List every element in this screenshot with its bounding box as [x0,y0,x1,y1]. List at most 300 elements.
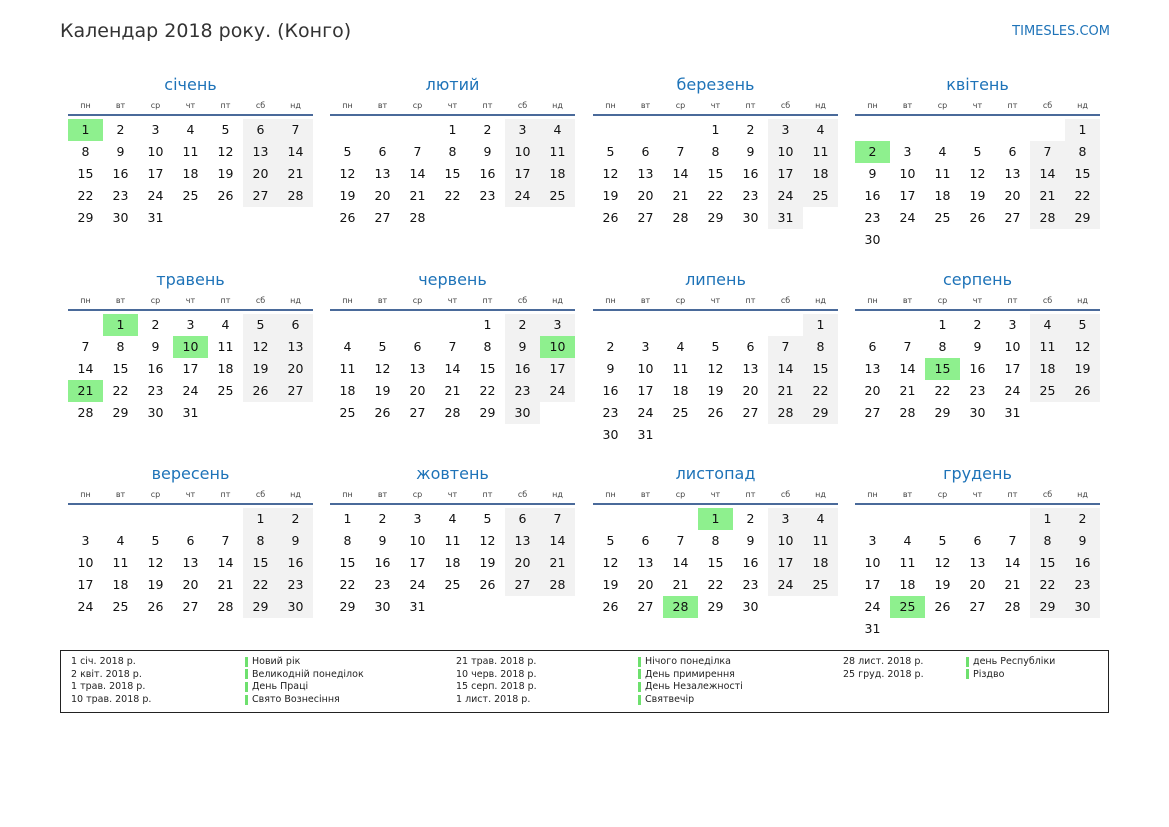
day-cell: 26 [479,577,496,592]
day-cell: 25 [182,188,199,203]
day-cell: 18 [444,555,461,570]
day-cell: 22 [707,188,724,203]
day-cell: 18 [1030,358,1065,380]
day-cell: 15 [803,358,838,380]
day-cell: 13 [742,361,759,376]
day-cell: 20 [1004,188,1021,203]
weekday-label: чт [710,490,721,499]
holiday-marker [966,669,969,679]
day-cell: 26 [934,599,951,614]
day-cell: 3 [641,339,650,354]
day-cell: 22 [444,188,461,203]
weekday-label: чт [185,296,196,305]
legend-dates-column [456,656,537,707]
day-cell: 4 [343,339,352,354]
day-cell: 3 [903,144,912,159]
day-cell: 6 [868,339,877,354]
day-cell: 19 [479,555,496,570]
day-cell: 2 [483,122,492,137]
legend-holiday-name: Великодній понеділок [252,668,364,680]
day-cell: 3 [540,314,575,336]
day-cell: 11 [803,530,838,552]
weekday-label: вт [115,296,126,305]
day-cell: 16 [112,166,129,181]
day-cell: 30 [1065,596,1100,618]
day-cell: 13 [409,361,426,376]
weekday-label: вт [377,296,388,305]
day-cell: 16 [374,555,391,570]
day-cell: 13 [864,361,881,376]
weekday-label: нд [290,101,301,110]
weekday-label: вт [640,101,651,110]
day-cell: 25 [803,185,838,207]
legend-names-column [966,656,1055,681]
day-cell: 9 [1065,530,1100,552]
day-cell: 20 [637,577,654,592]
weekday-label: сб [1042,101,1053,110]
day-cell: 11 [339,361,356,376]
month-title: травень [156,270,225,289]
holiday-marker [966,657,969,667]
holiday-day-cell: 28 [663,596,698,618]
month-title: березень [676,75,755,94]
day-cell: 2 [505,314,540,336]
legend-date: 10 трав. 2018 р. [71,694,152,706]
legend-holiday [638,694,743,707]
day-cell: 8 [81,144,90,159]
day-cell: 1 [448,122,457,137]
legend-holiday-name: Новий рік [252,656,301,667]
day-cell: 21 [768,380,803,402]
day-cell: 5 [711,339,720,354]
day-cell: 6 [641,144,650,159]
weekday-label: пн [867,296,878,305]
day-cell: 14 [217,555,234,570]
day-cell: 13 [374,166,391,181]
day-cell: 19 [602,188,619,203]
weekday-label: пт [745,296,756,305]
calendar-grid [68,0,1108,640]
day-cell: 2 [746,122,755,137]
weekday-header [330,295,575,311]
month-title: серпень [943,270,1012,289]
day-cell: 29 [479,405,496,420]
day-cell: 17 [409,555,426,570]
weekday-header [68,489,313,505]
day-cell: 26 [602,210,619,225]
weekday-header [330,100,575,116]
weekday-label: пн [605,101,616,110]
day-cell: 1 [243,508,278,530]
legend-date: 10 черв. 2018 р. [456,668,537,680]
weekday-label: пн [605,296,616,305]
legend-date: 2 квіт. 2018 р. [71,668,142,680]
day-cell: 24 [182,383,199,398]
day-cell: 23 [742,577,759,592]
day-cell: 17 [147,166,164,181]
day-cell: 12 [243,336,278,358]
day-cell: 3 [1008,317,1017,332]
legend-names-column [245,656,364,707]
day-cell: 13 [243,141,278,163]
day-cell: 5 [378,339,387,354]
day-cell: 6 [186,533,195,548]
day-cell: 9 [606,361,615,376]
day-cell: 9 [151,339,160,354]
legend-holiday-name: День Праці [252,681,309,693]
day-cell: 11 [934,166,951,181]
weekday-label: пн [605,490,616,499]
day-cell: 27 [742,405,759,420]
holiday-day-cell: 10 [540,336,575,358]
day-cell: 11 [112,555,129,570]
day-cell: 4 [221,317,230,332]
holiday-day-cell: 1 [698,508,733,530]
day-cell: 24 [899,210,916,225]
day-cell: 26 [217,188,234,203]
day-cell: 1 [483,317,492,332]
weekday-label: чт [185,490,196,499]
day-cell: 15 [243,552,278,574]
legend-holiday-name: день Республіки [973,656,1056,667]
weekday-label: чт [185,101,196,110]
legend-date: 15 серп. 2018 р. [456,681,537,693]
day-cell: 11 [217,339,234,354]
weekday-label: пн [80,296,91,305]
day-cell: 26 [707,405,724,420]
weekday-label: ср [412,101,423,110]
day-cell: 9 [746,533,755,548]
day-cell: 16 [742,555,759,570]
day-cell: 1 [711,122,720,137]
weekday-label: ср [937,296,948,305]
day-cell: 13 [1004,166,1021,181]
day-cell: 28 [77,405,94,420]
day-cell: 19 [969,188,986,203]
day-cell: 8 [116,339,125,354]
day-cell: 26 [1065,380,1100,402]
weekday-label: сб [1042,296,1053,305]
day-cell: 14 [672,166,689,181]
legend-holiday [245,681,364,694]
day-cell: 13 [637,555,654,570]
weekday-label: пн [80,101,91,110]
day-cell: 17 [768,163,803,185]
day-cell: 23 [374,577,391,592]
day-cell: 1 [803,314,838,336]
day-cell: 11 [540,141,575,163]
day-cell: 20 [182,577,199,592]
weekday-label: чт [447,101,458,110]
day-cell: 2 [746,511,755,526]
day-cell: 2 [973,317,982,332]
day-cell: 12 [1065,336,1100,358]
weekday-label: пт [482,490,493,499]
day-cell: 15 [707,555,724,570]
weekday-label: пт [482,296,493,305]
weekday-label: пн [867,101,878,110]
day-cell: 12 [934,555,951,570]
day-cell: 9 [278,530,313,552]
day-cell: 6 [505,508,540,530]
day-cell: 18 [672,383,689,398]
day-cell: 18 [540,163,575,185]
day-cell: 7 [676,533,685,548]
day-cell: 25 [1030,380,1065,402]
weekday-label: нд [552,296,563,305]
day-cell: 12 [479,533,496,548]
weekday-label: сб [1042,490,1053,499]
day-cell: 3 [81,533,90,548]
day-cell: 15 [444,166,461,181]
weekday-header [68,100,313,116]
weekday-label: нд [815,101,826,110]
weekday-label: пт [482,101,493,110]
day-cell: 13 [505,530,540,552]
day-cell: 14 [899,361,916,376]
day-cell: 3 [151,122,160,137]
day-cell: 20 [864,383,881,398]
day-cell: 27 [409,405,426,420]
weekday-label: пт [745,101,756,110]
day-cell: 2 [116,122,125,137]
weekday-label: чт [447,490,458,499]
day-cell: 15 [1065,163,1100,185]
day-cell: 25 [803,574,838,596]
day-cell: 20 [278,358,313,380]
day-cell: 14 [77,361,94,376]
day-cell: 19 [147,577,164,592]
day-cell: 13 [278,336,313,358]
day-cell: 1 [1030,508,1065,530]
day-cell: 16 [969,361,986,376]
month-title: листопад [675,464,756,483]
day-cell: 25 [672,405,689,420]
site-link[interactable]: TIMESLES.COM [1012,24,1110,39]
day-cell: 4 [186,122,195,137]
holiday-day-cell: 1 [68,119,103,141]
weekday-label: сб [255,296,266,305]
weekday-label: ср [675,490,686,499]
day-cell: 5 [221,122,230,137]
day-cell: 12 [602,555,619,570]
day-cell: 26 [969,210,986,225]
day-cell: 18 [182,166,199,181]
weekday-label: чт [972,490,983,499]
day-cell: 21 [672,577,689,592]
day-cell: 24 [864,599,881,614]
day-cell: 29 [707,210,724,225]
day-cell: 7 [1030,141,1065,163]
day-cell: 4 [803,508,838,530]
day-cell: 23 [112,188,129,203]
day-cell: 16 [602,383,619,398]
day-cell: 17 [182,361,199,376]
day-cell: 27 [637,599,654,614]
day-cell: 25 [112,599,129,614]
weekday-label: пт [1007,101,1018,110]
day-cell: 30 [864,232,881,247]
day-cell: 24 [409,577,426,592]
day-cell: 1 [343,511,352,526]
legend-holiday [966,669,1055,682]
page-title: Календар 2018 року. (Конго) [60,20,352,42]
weekday-label: пн [342,490,353,499]
day-cell: 7 [413,144,422,159]
day-cell: 31 [864,621,881,636]
day-cell: 17 [540,358,575,380]
holiday-day-cell: 10 [173,336,208,358]
weekday-label: сб [780,101,791,110]
day-cell: 3 [868,533,877,548]
day-cell: 19 [339,188,356,203]
weekday-header [330,489,575,505]
day-cell: 2 [606,339,615,354]
weekday-label: нд [290,490,301,499]
day-cell: 14 [672,555,689,570]
day-cell: 20 [742,383,759,398]
day-cell: 10 [77,555,94,570]
day-cell: 8 [938,339,947,354]
day-cell: 28 [278,185,313,207]
day-cell: 21 [409,188,426,203]
day-cell: 20 [505,552,540,574]
day-cell: 21 [1030,185,1065,207]
day-cell: 21 [444,383,461,398]
weekday-label: чт [972,101,983,110]
day-cell: 31 [637,427,654,442]
legend-holiday [245,694,364,707]
day-cell: 10 [147,144,164,159]
day-cell: 22 [1030,574,1065,596]
day-cell: 11 [182,144,199,159]
day-cell: 13 [969,555,986,570]
day-cell: 3 [768,119,803,141]
weekday-label: ср [150,490,161,499]
day-cell: 15 [339,555,356,570]
day-cell: 31 [182,405,199,420]
day-cell: 23 [147,383,164,398]
weekday-label: нд [1077,296,1088,305]
day-cell: 26 [374,405,391,420]
day-cell: 15 [707,166,724,181]
day-cell: 22 [803,380,838,402]
weekday-label: сб [780,490,791,499]
legend-holiday [638,681,743,694]
day-cell: 5 [151,533,160,548]
legend-holiday-name: Свято Вознесіння [252,694,340,706]
weekday-label: чт [447,296,458,305]
day-cell: 6 [278,314,313,336]
day-cell: 7 [1008,533,1017,548]
weekday-label: пт [220,101,231,110]
holiday-day-cell: 2 [855,141,890,163]
day-cell: 4 [903,533,912,548]
day-cell: 21 [899,383,916,398]
day-cell: 26 [602,599,619,614]
day-cell: 28 [1004,599,1021,614]
day-cell: 20 [969,577,986,592]
day-cell: 18 [934,188,951,203]
day-cell: 22 [339,577,356,592]
day-cell: 6 [1008,144,1017,159]
day-cell: 19 [707,383,724,398]
day-cell: 14 [1030,163,1065,185]
day-cell: 28 [540,574,575,596]
day-cell: 21 [540,552,575,574]
day-cell: 29 [934,405,951,420]
day-cell: 8 [711,533,720,548]
day-cell: 22 [934,383,951,398]
weekday-label: сб [517,101,528,110]
legend-date: 25 груд. 2018 р. [843,668,924,680]
holiday-marker [245,669,248,679]
day-cell: 25 [540,185,575,207]
day-cell: 1 [1065,119,1100,141]
day-cell: 24 [505,185,540,207]
weekday-label: нд [1077,490,1088,499]
day-cell: 17 [637,383,654,398]
weekday-label: пн [867,490,878,499]
day-cell: 26 [243,380,278,402]
legend-names-column [638,656,743,707]
weekday-label: ср [412,296,423,305]
day-cell: 18 [217,361,234,376]
day-cell: 23 [864,210,881,225]
day-cell: 8 [1030,530,1065,552]
day-cell: 7 [768,336,803,358]
month-title: квітень [946,75,1009,94]
day-cell: 13 [637,166,654,181]
day-cell: 30 [742,210,759,225]
day-cell: 24 [540,380,575,402]
holiday-day-cell: 1 [103,314,138,336]
day-cell: 17 [505,163,540,185]
weekday-label: вт [377,101,388,110]
day-cell: 16 [479,166,496,181]
day-cell: 24 [637,405,654,420]
day-cell: 25 [934,210,951,225]
legend-holiday-name: Різдво [973,668,1005,680]
day-cell: 2 [278,508,313,530]
day-cell: 4 [116,533,125,548]
legend-date: 1 трав. 2018 р. [71,681,146,693]
day-cell: 9 [868,166,877,181]
day-cell: 2 [1065,508,1100,530]
day-cell: 4 [540,119,575,141]
day-cell: 10 [768,141,803,163]
day-cell: 6 [746,339,755,354]
day-cell: 29 [1065,207,1100,229]
holiday-marker [638,682,641,692]
day-cell: 22 [479,383,496,398]
day-cell: 5 [606,144,615,159]
day-cell: 10 [768,530,803,552]
legend-date: 1 січ. 2018 р. [71,656,136,667]
day-cell: 18 [112,577,129,592]
weekday-label: ср [150,101,161,110]
weekday-label: вт [902,490,913,499]
day-cell: 9 [746,144,755,159]
month-title: вересень [151,464,230,483]
day-cell: 7 [81,339,90,354]
day-cell: 30 [374,599,391,614]
day-cell: 9 [505,336,540,358]
day-cell: 6 [413,339,422,354]
weekday-header [593,489,838,505]
weekday-label: ср [937,490,948,499]
day-cell: 5 [938,533,947,548]
